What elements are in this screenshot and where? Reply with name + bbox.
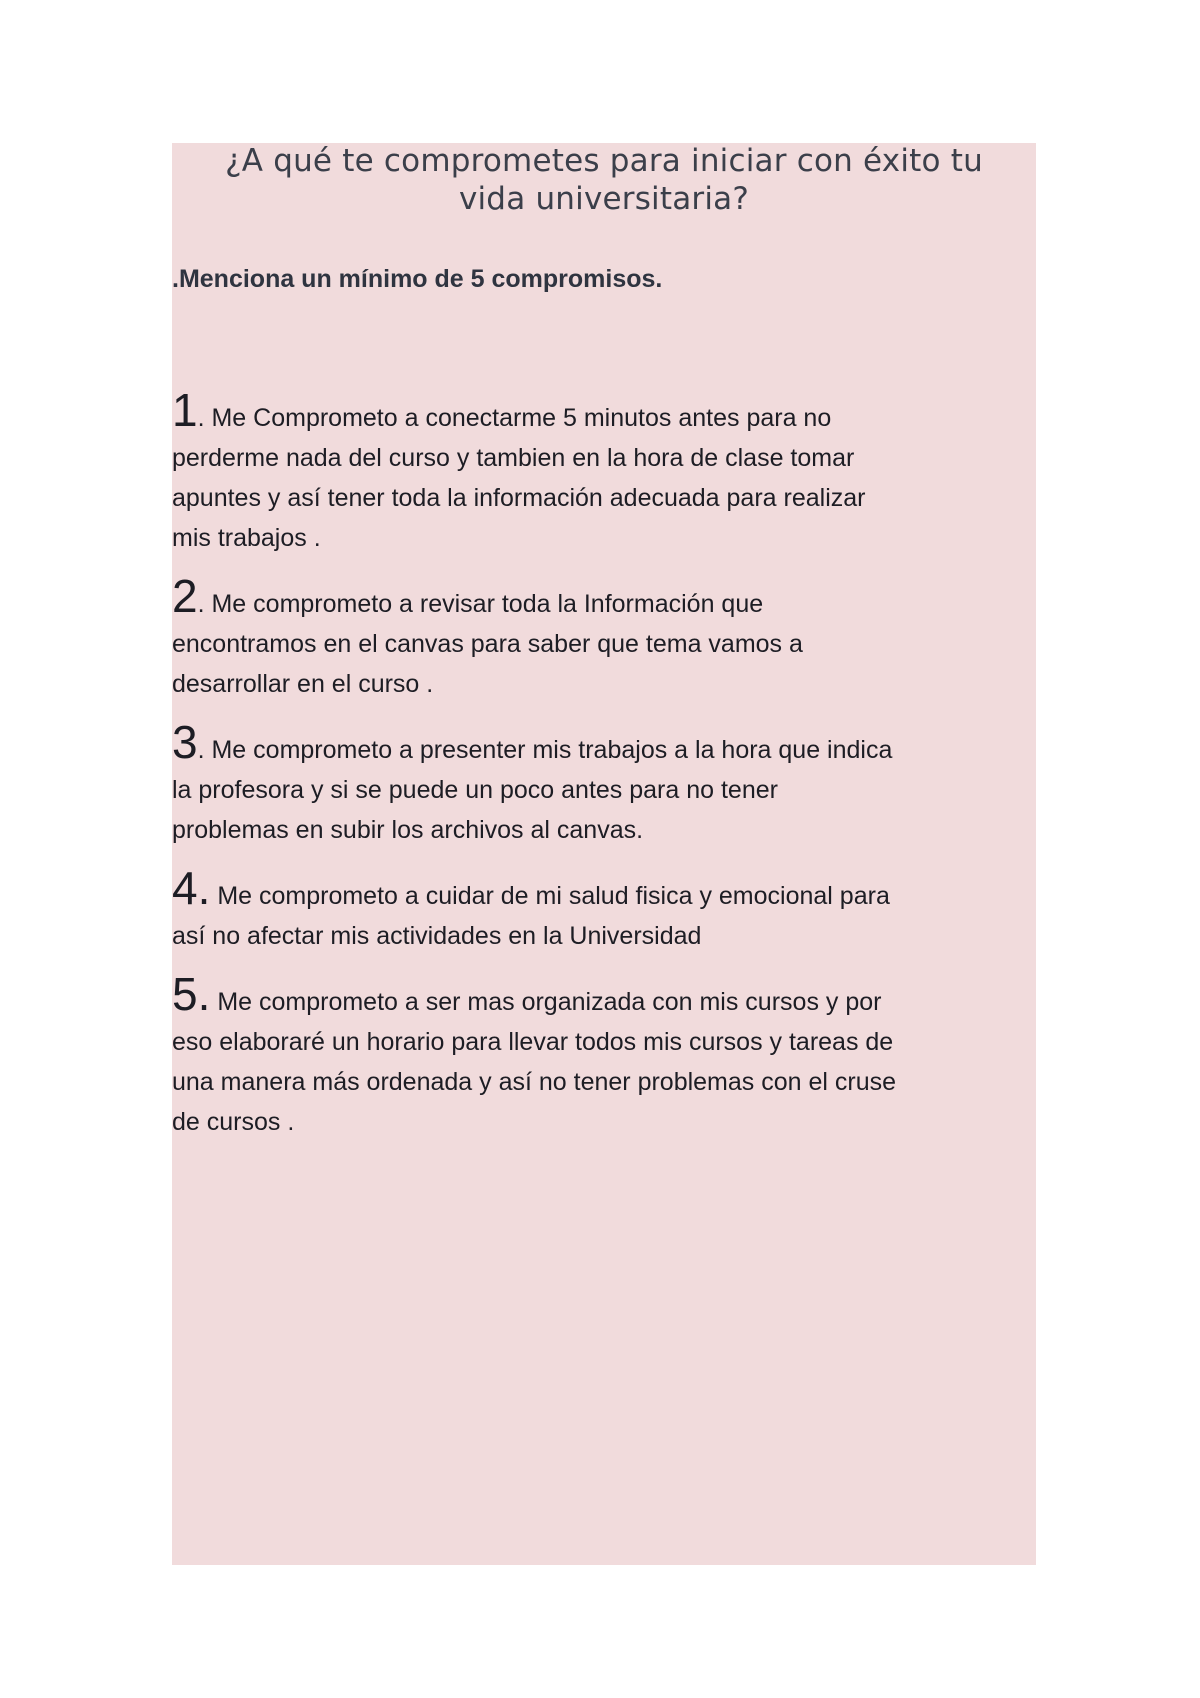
instruction-subtitle: .Menciona un mínimo de 5 compromisos. xyxy=(172,265,663,293)
commitment-item-2 xyxy=(172,570,1038,704)
commitment-item-4 xyxy=(172,862,1038,956)
commitment-item-5 xyxy=(172,968,1038,1142)
item-number: 3 xyxy=(172,716,198,768)
item-text: . Me comprometo a presenter mis trabajos a la hora que indica la profesora y si se puede un poco antes para no tener problemas en subir los archivos al canvas. xyxy=(172,736,893,844)
title-line-2: vida universitaria? xyxy=(458,181,750,217)
item-text: . Me comprometo a revisar toda la Información que encontramos en el canvas para saber que tema vamos a desarrollar en el curso . xyxy=(172,590,803,698)
item-text: . Me Comprometo a conectarme 5 minutos antes para no perderme nada del curso y tambien en la hora de clase tomar apuntes y así tener toda la información adecuada para realizar mis trabajos . xyxy=(172,404,866,552)
item-text: Me comprometo a cuidar de mi salud fisica y emocional para así no afectar mis actividades en la Universidad xyxy=(172,882,890,950)
title-line-1: ¿A qué te comprometes para iniciar con éxito tu xyxy=(225,143,983,179)
commitment-list xyxy=(172,384,1038,1160)
commitment-item-1 xyxy=(172,384,1038,558)
page-title xyxy=(172,142,1036,218)
item-number: 4. xyxy=(172,862,211,914)
item-number: 5. xyxy=(172,968,211,1020)
item-number: 2 xyxy=(172,570,198,622)
commitment-item-3 xyxy=(172,716,1038,850)
item-text: Me comprometo a ser mas organizada con mis cursos y por eso elaboraré un horario para llevar todos mis cursos y tareas de una manera más ordenada y así no tener problemas con el cruse de cursos . xyxy=(172,988,897,1136)
item-number: 1 xyxy=(172,384,198,436)
